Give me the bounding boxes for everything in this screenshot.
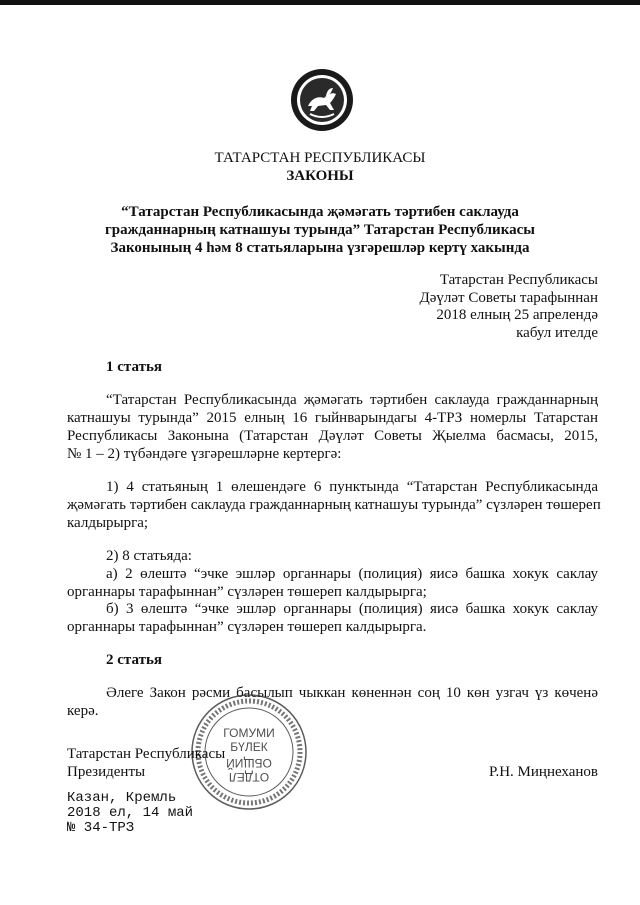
article-1-heading: 1 статья <box>106 359 162 375</box>
stamp-line-4: ОТДЕЛ <box>228 770 270 784</box>
article-1-intro-line: Республикасы Законына (Татарстан Дәүләт Советы Җыелма басмасы, 2015, <box>67 428 598 444</box>
top-rule <box>0 0 640 5</box>
signature-position-line-2: Президенты <box>67 764 146 780</box>
republic-heading: ТАТАРСТАН РЕСПУБЛИКАСЫ <box>214 150 426 166</box>
adoption-line-4: кабул ителде <box>516 325 598 341</box>
stamp-line-3: ОБЩИЙ <box>226 756 272 770</box>
law-title-line-2: гражданнарның катнашуы турында” Татарстан Республикасы <box>105 222 535 238</box>
article-1-intro-line: катнашуы турында” 2015 елның 16 гыйнварындагы 4-ТРЗ номерлы Татарстан <box>67 410 598 426</box>
item-2a-line: а) 2 өлештә “эчке эшләр органнары (полиция) яисә башка хокук саклау <box>106 566 598 582</box>
law-title-line-3: Законының 4 һәм 8 статьяларына үзгәрешләр кертү хакында <box>110 240 530 256</box>
adoption-line-3: 2018 елның 25 апрелендә <box>436 307 598 323</box>
article-2-heading: 2 статья <box>106 652 162 668</box>
item-2b-line: органнары тарафыннан” сүзләрен төшереп калдырырга. <box>67 619 427 635</box>
law-heading: ЗАКОНЫ <box>286 168 354 184</box>
signature-position-line-1: Татарстан Республикасы <box>67 746 226 762</box>
article-1-intro-line: “Татарстан Республикасында җәмәгать тәртибен саклауда гражданнарның <box>106 392 598 408</box>
item-2b-line: б) 3 өлештә “эчке эшләр органнары (полиция) яисә башка хокук саклау <box>106 601 598 617</box>
article-1-intro-line: № 1 – 2) түбәндәге үзгәрешләрне кертергә: <box>67 446 342 462</box>
stamp-line-2: БҮЛЕК <box>230 740 268 754</box>
item-1-line: 1) 4 статьяның 1 өлешендәге 6 пунктында “Татарстан Республикасында <box>106 479 598 495</box>
coat-of-arms-icon <box>290 68 354 132</box>
item-2a-line: органнары тарафыннан” сүзләрен төшереп калдырырга; <box>67 584 427 600</box>
item-1-line: җәмәгать тәртибен саклауда гражданнарның катнашуы турында” сүзләрен төшереп <box>67 497 601 513</box>
article-2-line: керә. <box>67 703 99 719</box>
signature-name: Р.Н. Миңнеханов <box>489 764 598 780</box>
footer-place: Казан, Кремль <box>67 790 177 806</box>
law-title-line-1: “Татарстан Республикасында җәмәгать тәртибен саклауда <box>121 204 519 220</box>
item-2-heading: 2) 8 статьяда: <box>106 548 192 564</box>
adoption-line-2: Дәүләт Советы тарафыннан <box>419 290 598 306</box>
stamp-line-1: ГОМУМИ <box>223 726 275 740</box>
adoption-line-1: Татарстан Республикасы <box>439 272 598 288</box>
item-1-line: калдырырга; <box>67 515 149 531</box>
article-2-line: Әлеге Закон рәсми басылып чыккан көненнән соң 10 көн узгач үз көченә <box>106 685 598 701</box>
footer-number: № 34-ТРЗ <box>67 820 135 836</box>
footer-date: 2018 ел, 14 май <box>67 805 194 821</box>
